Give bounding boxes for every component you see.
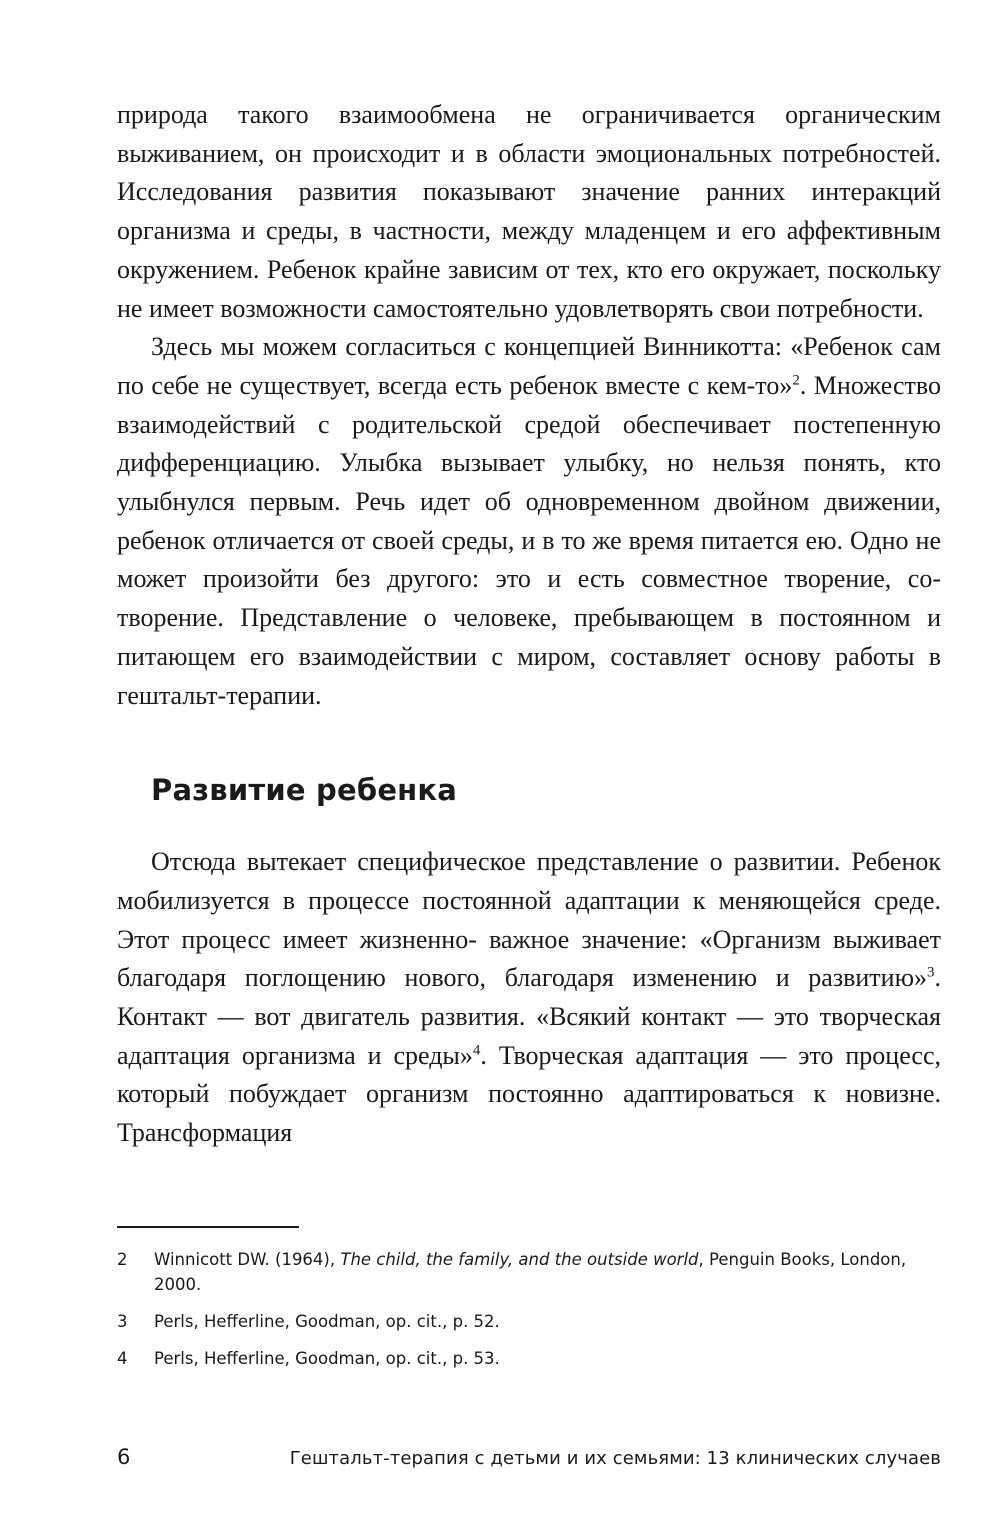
paragraph-3-text-a: Отсюда вытекает специфическое представление о развитии. Ребенок мобилизуется в процессе постоянной адаптации к меняющейся среде. Этот процесс имеет жизненно- важное значение: «Организм выживает благодаря поглощению нового, благодаря изменению и развитию» [117,847,941,993]
footnote-divider [117,1226,299,1228]
footnote-2 [117,1247,941,1297]
running-title: Гештальт-терапия с детьми и их семьями: 13 клинических случаев [289,1448,941,1469]
page-content [117,96,941,1153]
footnote-number: 2 [117,1250,128,1269]
footnote-text: Perls, Hefferline, Goodman, op. cit., p. 53. [154,1349,500,1368]
paragraph-2-text-b: . Множество взаимодействий с родительской средой обеспечивает постепенную дифференциацию. Улыбка вызывает улыбку, но нельзя понять, кто улыбнулся первым. Речь идет об одновременном двойном движении, ребенок отличается от своей среды, и в то же время питается ею. Одно не может произойти без другого: это и есть совместное творение, со-творение. Представление о человеке, пребывающем в постоянном и питающем его взаимодействии с миром, составляет основу работы в гештальт-терапии. [117,370,941,710]
footnote-text: Perls, Hefferline, Goodman, op. cit., p. 52. [154,1312,500,1331]
footnote-text [154,1247,941,1297]
body-paragraph-3 [117,843,941,1153]
section-heading: Развитие ребенка [151,773,458,808]
footnote-ref-4[interactable]: 4 [472,1042,481,1059]
footnote-number: 3 [117,1312,128,1331]
footnote-text-before: Winnicott DW. (1964), [154,1250,341,1269]
footnote-number: 4 [117,1349,128,1368]
footnote-ref-3[interactable]: 3 [927,964,935,981]
footnote-text-after: , Penguin Books, London, 2000. [154,1250,907,1294]
footnote-ref-2[interactable]: 2 [792,372,800,389]
paragraph-2-text-a: Здесь мы можем согласиться с концепцией Винникотта: «Ребенок сам по себе не существует, всегда есть ребенок вместе с кем-то» [117,332,941,400]
paragraph-3-text-c: . Творческая адаптация — это процесс, который побуждает организм постоянно адаптироваться к новизне. Трансформация [117,1040,941,1148]
footnote-3 [117,1309,941,1334]
body-paragraph-2 [117,328,941,715]
footnote-book-title: The child, the family, and the outside world [340,1250,699,1269]
footnote-4 [117,1346,941,1371]
body-paragraph-1: природа такого взаимообмена не ограничивается органическим выживанием, он происходит и в области эмоциональных потребностей. Исследования развития показывают значение ранних интеракций организма и среды, в частности, между младенцем и его аффективным окружением. Ребенок крайне зависим от тех, кто его окружает, поскольку не имеет возможности самостоятельно удовлетворять свои потребности. [117,100,941,323]
footnotes [117,1247,941,1383]
paragraph-3-text-b: . Контакт — вот двигатель развития. «Всякий контакт — это творческая адаптация организма и среды» [117,963,941,1070]
page-footer [117,1445,941,1469]
page-number: 6 [117,1445,131,1469]
